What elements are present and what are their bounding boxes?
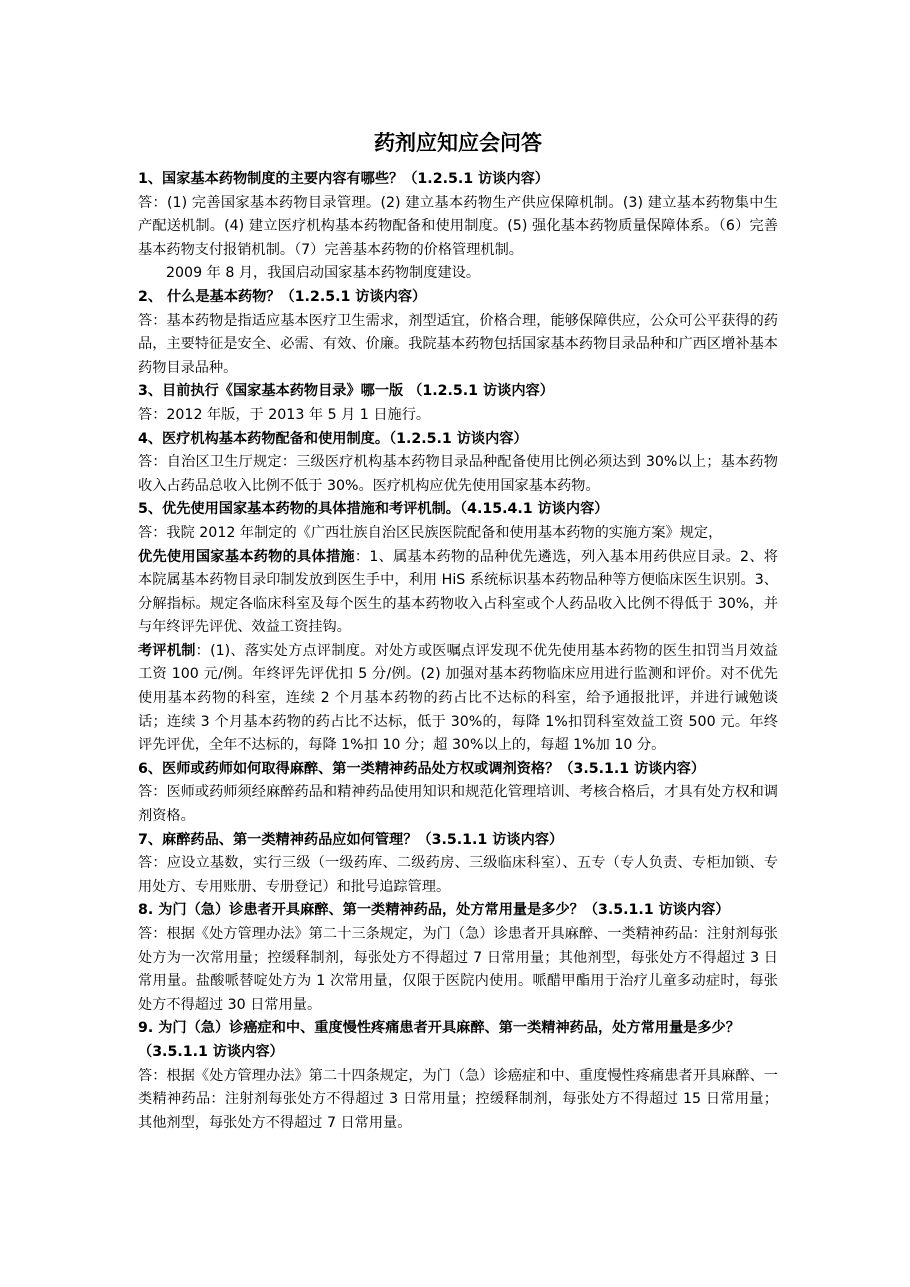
evaluation-label: 考评机制: [138, 642, 196, 659]
question-7: 7、麻醉药品、第一类精神药品应如何管理？（3.5.1.1 访谈内容）: [138, 831, 564, 848]
answer-7: 答：应设立基数，实行三级（一级药库、二级药房、三级临床科室）、五专（专人负责、专柜加锁、专用处方、专用账册、专册登记）和批号追踪管理。: [138, 855, 778, 895]
question-2: 2、 什么是基本药物？（1.2.5.1 访谈内容）: [138, 288, 427, 305]
answer-2: 答：基本药物是指适应基本医疗卫生需求，剂型适宜，价格合理，能够保障供应，公众可公平获得的药品，主要特征是安全、必需、有效、价廉。我院基本药物包括国家基本药物目录品种和广西区增补基本药物目录品种。: [138, 312, 778, 376]
answer-9: 答：根据《处方管理办法》第二十四条规定，为门（急）诊癌症和中、重度慢性疼痛患者开具麻醉、一类精神药品：注射剂每张处方不得超过 3 日常用量；控缓释制剂，每张处方不得超过 15 日常用量；其他剂型，每张处方不得超过 7 日常用量。: [138, 1067, 778, 1131]
question-6: 6、医师或药师如何取得麻醉、第一类精神药品处方权或调剂资格？（3.5.1.1 访谈内容）: [138, 760, 706, 777]
measures-text: ：1、属基本药物的品种优先遴选，列入基本用药供应目录。2、将本院属基本药物目录印制发放到医生手中，利用 HiS 系统标识基本药物品种等方便临床医生识别。3、分解指标。规定各临床科室及每个医生的基本药物收入占科室或个人药品收入比例不得低于 30%，并与年终评先评优、效益工资挂钩。: [138, 548, 779, 636]
answer-1: 答：(1) 完善国家基本药物目录管理。(2) 建立基本药物生产供应保障机制。(3) 建立基本药物集中生产配送机制。(4) 建立医疗机构基本药物配备和使用制度。(5) 强化基本药物质量保障体系。（6）完善基本药物支付报销机制。（7）完善基本药物的价格管理机制。: [138, 194, 778, 258]
answer-5-intro: 答：我院 2012 年制定的《广西壮族自治区民族医院配备和使用基本药物的实施方案》规定，: [138, 524, 723, 541]
document-page: [138, 128, 778, 1135]
evaluation-text: ：(1)、落实处方点评制度。对处方或医嘱点评发现不优先使用基本药物的医生扣罚当月效益工资 100 元/例。年终评先评优扣 5 分/例。(2) 加强对基本药物临床应用进行监测和评价。对不优先使用基本药物的科室，连续 2 个月基本药物的药占比不达标的科室，给予通报批评，并进行诫勉谈话；连续 3 个月基本药物的药占比不达标，低于 30%的，每降 1%扣罚科室效益工资 500 元。年终评先评优，全年不达标的，每降 1%扣 10 分；超 30%以上的，每超 1%加 10 分。: [138, 642, 778, 754]
question-9: 9. 为门（急）诊癌症和中、重度慢性疼痛患者开具麻醉、第一类精神药品，处方常用量是多少？（3.5.1.1 访谈内容）: [138, 1020, 740, 1060]
question-5: 5、优先使用国家基本药物的具体措施和考评机制。（4.15.4.1 访谈内容）: [138, 501, 609, 518]
question-4: 4、医疗机构基本药物配备和使用制度。（1.2.5.1 访谈内容）: [138, 430, 528, 447]
answer-8: 答：根据《处方管理办法》第二十三条规定，为门（急）诊患者开具麻醉、一类精神药品：注射剂每张处方为一次常用量；控缓释制剂，每张处方不得超过 7 日常用量；其他剂型，每张处方不得超过 3 日常用量。盐酸哌替啶处方为 1 次常用量，仅限于医院内使用。哌醋甲酯用于治疗儿童多动症时，每张处方不得超过 30 日常用量。: [138, 926, 778, 1013]
measures-label: 优先使用国家基本药物的具体措施: [138, 548, 355, 565]
answer-1-note: 2009 年 8 月，我国启动国家基本药物制度建设。: [166, 265, 481, 282]
answer-4: 答：自治区卫生厅规定：三级医疗机构基本药物目录品种配备使用比例必须达到 30%以上；基本药物收入占药品总收入比例不低于 30%。医疗机构应优先使用国家基本药物。: [138, 454, 778, 494]
page-title: 药剂应知应会问答: [374, 131, 542, 155]
answer-5-measures: [138, 546, 778, 640]
answer-3: 答：2012 年版，于 2013 年 5 月 1 日施行。: [138, 406, 431, 423]
question-8: 8. 为门（急）诊患者开具麻醉、第一类精神药品，处方常用量是多少？（3.5.1.1 访谈内容）: [138, 902, 730, 919]
answer-5-evaluation: [138, 640, 778, 758]
question-1: 1、国家基本药物制度的主要内容有哪些？（1.2.5.1 访谈内容）: [138, 171, 549, 187]
answer-6: 答：医师或药师须经麻醉药品和精神药品使用知识和规范化管理培训、考核合格后，才具有处方权和调剂资格。: [138, 784, 778, 825]
question-3: 3、目前执行《国家基本药物目录》哪一版 （1.2.5.1 访谈内容）: [138, 383, 554, 400]
